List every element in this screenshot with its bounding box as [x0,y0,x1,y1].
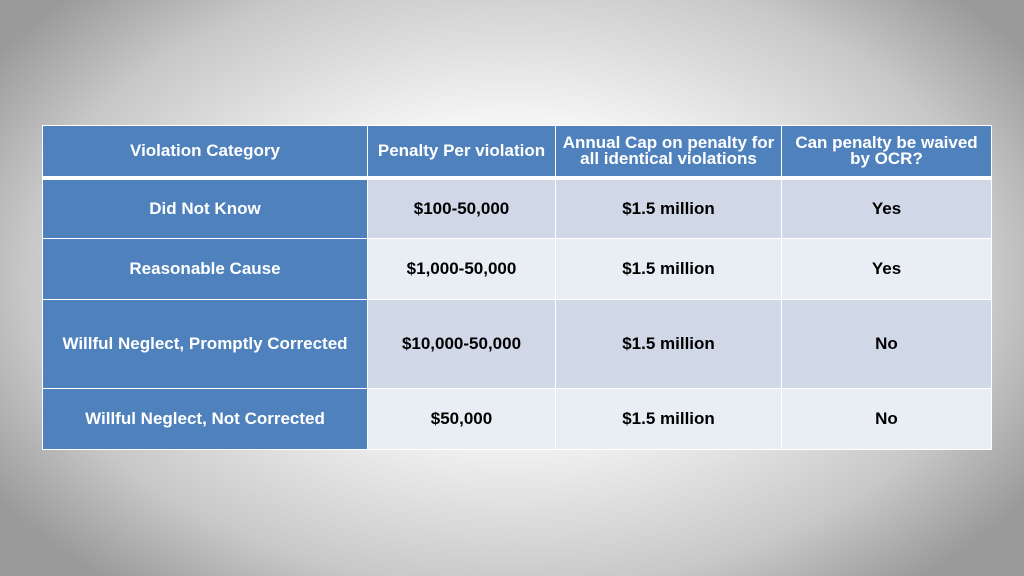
row-waivable: Yes [782,178,992,239]
row-annual-cap: $1.5 million [556,300,782,389]
row-penalty: $1,000-50,000 [368,239,556,300]
table-row [43,178,992,239]
table-row [43,239,992,300]
row-waivable: Yes [782,239,992,300]
row-category: Willful Neglect, Not Corrected [43,389,368,450]
row-penalty: $100-50,000 [368,178,556,239]
row-annual-cap: $1.5 million [556,178,782,239]
row-category: Did Not Know [43,178,368,239]
row-category: Reasonable Cause [43,239,368,300]
table-row [43,300,992,389]
header-violation-category: Violation Category [43,126,368,178]
header-waivable-by-ocr: Can penalty be waived by OCR? [782,126,992,178]
header-penalty-per-violation: Penalty Per violation [368,126,556,178]
penalty-table [42,125,992,450]
table-row [43,389,992,450]
row-waivable: No [782,389,992,450]
row-category: Willful Neglect, Promptly Corrected [43,300,368,389]
header-annual-cap: Annual Cap on penalty for all identical violations [556,126,782,178]
row-penalty: $50,000 [368,389,556,450]
row-waivable: No [782,300,992,389]
row-annual-cap: $1.5 million [556,389,782,450]
row-penalty: $10,000-50,000 [368,300,556,389]
row-annual-cap: $1.5 million [556,239,782,300]
table-header-row [43,126,992,178]
